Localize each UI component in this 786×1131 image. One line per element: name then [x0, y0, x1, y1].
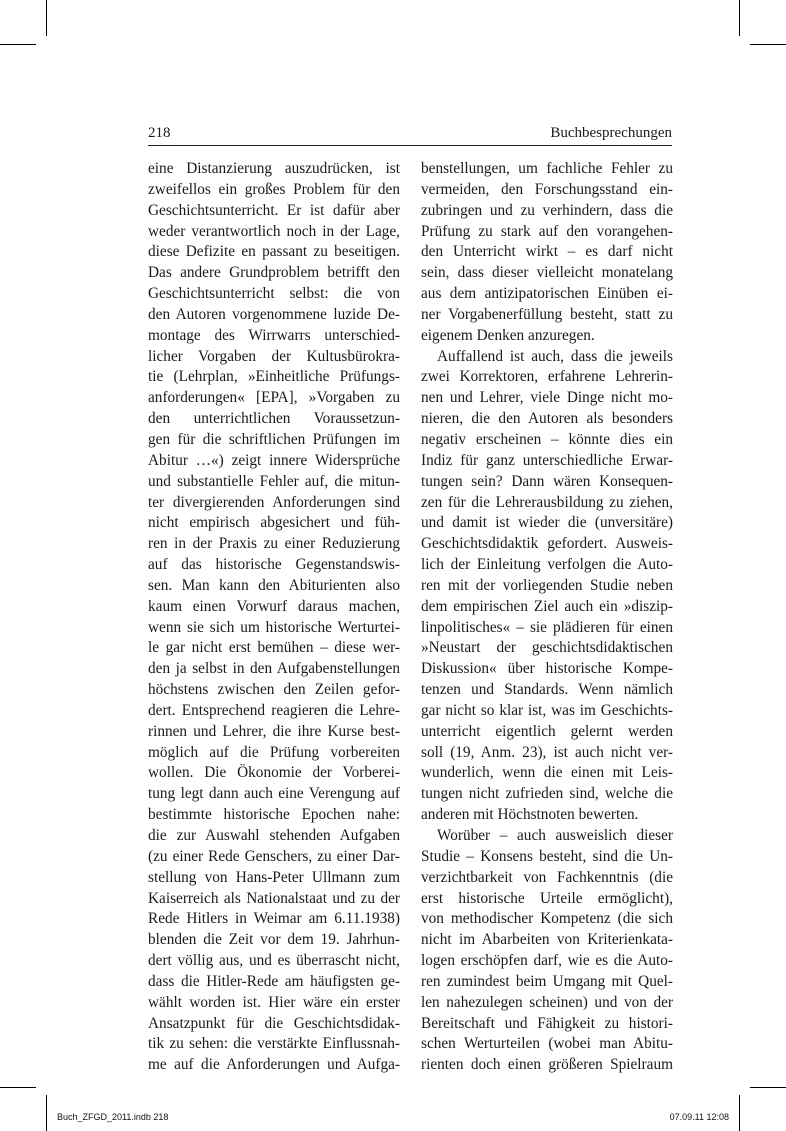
- text-line: rienten doch einen größeren Spielraum: [421, 1056, 673, 1074]
- text-line: montage des Wirrwarrs unterschied-: [148, 326, 400, 344]
- text-line: tungen nicht zufrieden sind, welche die: [421, 785, 673, 803]
- slug-file-info: Buch_ZFGD_2011.indb 218: [57, 1112, 169, 1122]
- crop-mark-top-left: [46, 0, 47, 36]
- text-line: kaum einen Vorwurf daraus machen,: [148, 597, 400, 615]
- text-line: Diskussion« über historische Kompe-: [421, 660, 673, 678]
- print-slug: [0, 1110, 786, 1126]
- text-line: ren mit der vorliegenden Studie neben: [421, 576, 673, 594]
- text-line: und substantielle Fehler auf, die mitun-: [148, 472, 400, 490]
- text-line: tik zu sehen: die verstärkte Einflussnah-: [148, 1035, 400, 1053]
- text-line: stellung von Hans-Peter Ullmann zum: [148, 868, 400, 886]
- text-line: dass die Hitler-Rede am häufigsten ge-: [148, 972, 400, 990]
- text-line: den ja selbst in den Aufgabenstellungen: [148, 660, 400, 678]
- text-line: anderen mit Höchstnoten bewerten.: [421, 806, 639, 824]
- text-line: ter divergierenden Anforderungen sind: [148, 493, 400, 511]
- text-line: Auffallend ist auch, dass die jeweils: [437, 347, 673, 365]
- text-line: linpolitisches« – sie plädieren für einen: [421, 618, 673, 636]
- text-line: rinnen und Lehrer, die ihre Kurse best-: [148, 722, 400, 740]
- text-line: den Unterricht wirkt – es darf nicht: [421, 243, 673, 261]
- text-line: wählt worden ist. Hier wäre ein erster: [148, 993, 400, 1011]
- left-text-column: [148, 159, 400, 1076]
- text-line: benstellungen, um fachliche Fehler zu: [421, 160, 673, 177]
- text-line: licher Vorgaben der Kultusbürokra-: [148, 347, 400, 365]
- text-line: Kaiserreich als Nationalstaat und zu der: [148, 889, 400, 907]
- text-line: len nahezulegen scheinen) und von der: [421, 993, 673, 1011]
- text-line: me auf die Anforderungen und Aufga-: [148, 1056, 400, 1074]
- text-line: ner Vorgabenerfüllung besteht, statt zu: [421, 305, 673, 323]
- text-line: anforderungen« [EPA], »Vorgaben zu: [148, 389, 400, 407]
- crop-mark-bottom-left-h: [0, 1087, 36, 1088]
- text-line: sen. Man kann den Abiturienten also: [148, 576, 400, 594]
- text-line: Bereitschaft und Fähigkeit zu histori-: [421, 1014, 673, 1032]
- text-line: logen erschöpfen darf, wie es die Auto-: [421, 952, 673, 970]
- text-line: gar nicht so klar ist, was im Geschichts-: [421, 701, 673, 719]
- text-line: den unterrichtlichen Voraussetzun-: [148, 410, 400, 428]
- text-line: wollen. Die Ökonomie der Vorberei-: [148, 764, 400, 782]
- text-line: weder verantwortlich noch in der Lage,: [148, 222, 400, 240]
- text-line: Geschichtsunterricht selbst: die von: [148, 285, 400, 303]
- text-line: Das andere Grundproblem betrifft den: [148, 264, 400, 282]
- text-line: vermeiden, den Forschungsstand ein-: [421, 180, 673, 198]
- text-line: Ansatzpunkt für die Geschichtsdidak-: [148, 1014, 400, 1032]
- text-line: dert. Entsprechend reagieren die Lehre-: [148, 701, 400, 719]
- text-line: lich der Einleitung verfolgen die Auto-: [421, 556, 673, 574]
- text-line: Geschichtsunterricht. Er ist dafür aber: [148, 201, 400, 219]
- running-header: [148, 123, 672, 146]
- text-line: Studie – Konsens besteht, sind die Un-: [421, 847, 673, 865]
- text-line: möglich auf die Prüfung vorbereiten: [148, 743, 400, 761]
- slug-timestamp: 07.09.11 12:08: [669, 1112, 729, 1122]
- text-line: aus dem antizipatorischen Einüben ei-: [421, 285, 673, 303]
- crop-mark-top-left-h: [0, 44, 36, 45]
- text-line: eigenem Denken anzuregen.: [421, 326, 595, 344]
- text-line: nieren, die den Autoren als besonders: [421, 410, 673, 428]
- text-line: wenn sie sich um historische Werturtei-: [148, 618, 400, 636]
- text-line: von methodischer Kompetenz (die sich: [421, 910, 673, 928]
- text-line: dem empirischen Ziel auch ein »diszip-: [421, 597, 673, 615]
- text-line: zwei Korrektoren, erfahrene Lehrerin-: [421, 368, 673, 386]
- text-line: bestimmte historische Epochen nahe:: [148, 806, 400, 824]
- text-line: gen für die schriftlichen Prüfungen im: [148, 430, 400, 448]
- text-line: nen und Lehrer, viele Dinge nicht mo-: [421, 389, 673, 407]
- crop-mark-bottom-right-h: [750, 1087, 786, 1088]
- text-line: zen für die Lehrerausbildung zu ziehen,: [421, 493, 673, 511]
- text-line: (zu einer Rede Genschers, zu einer Dar-: [148, 847, 400, 865]
- running-title: Buchbesprechungen: [550, 125, 672, 141]
- text-line: den Autoren vorgenommene luzide De-: [148, 305, 400, 323]
- text-line: ren in der Praxis zu einer Reduzierung: [148, 535, 400, 553]
- text-line: dert völlig aus, und es überrascht nicht,: [148, 952, 400, 970]
- text-line: eine Distanzierung auszudrücken, ist: [148, 160, 400, 177]
- text-line: Prüfung zu stark auf den vorangehen-: [421, 222, 673, 240]
- crop-mark-top-right-h: [750, 44, 786, 45]
- text-line: »Neustart der geschichtsdidaktischen: [421, 639, 673, 657]
- text-line: negativ erscheinen – könnte dies ein: [421, 430, 673, 448]
- text-line: tenzen und Standards. Wenn nämlich: [421, 681, 673, 699]
- page-number: 218: [148, 125, 171, 141]
- text-line: soll (19, Anm. 23), ist auch nicht ver-: [421, 743, 673, 761]
- text-line: Worüber – auch ausweislich dieser: [437, 827, 673, 844]
- text-line: Indiz für ganz unterschiedliche Erwar-: [421, 451, 673, 469]
- text-line: Rede Hitlers in Weimar am 6.11.1938): [148, 910, 400, 928]
- text-line: zubringen und zu verhindern, dass die: [421, 201, 673, 219]
- text-line: Geschichtsdidaktik gefordert. Ausweis-: [421, 535, 673, 553]
- text-line: le gar nicht erst bemühen – diese wer-: [148, 639, 400, 657]
- text-line: blenden die Zeit vor dem 19. Jahrhun-: [148, 931, 400, 949]
- text-line: wunderlich, wenn die einen mit Leis-: [421, 764, 673, 782]
- text-line: und damit ist wieder die (unversitäre): [421, 514, 673, 532]
- text-line: auf das historische Gegenstandswis-: [148, 556, 400, 574]
- text-line: ren zumindest beim Umgang mit Quel-: [421, 972, 673, 990]
- text-line: erst historische Urteile ermöglicht),: [421, 889, 673, 907]
- text-line: unterricht eigentlich gelernt werden: [421, 722, 673, 740]
- text-line: verzichtbarkeit von Fachkenntnis (die: [421, 868, 673, 886]
- text-line: Abitur …«) zeigt innere Widersprüche: [148, 451, 400, 469]
- text-line: tie (Lehrplan, »Einheitliche Prüfungs-: [148, 368, 400, 386]
- text-line: tungen sein? Dann wären Konsequen-: [421, 472, 673, 490]
- text-line: die zur Auswahl stehenden Aufgaben: [148, 827, 400, 844]
- text-line: zweifellos ein großes Problem für den: [148, 180, 400, 198]
- text-line: nicht im Abarbeiten von Kriterienkata-: [421, 931, 673, 949]
- text-line: tung legt dann auch eine Verengung auf: [148, 785, 400, 803]
- right-text-column: [421, 159, 673, 1076]
- text-line: höchstens zwischen den Zeilen gefor-: [148, 681, 400, 699]
- text-line: diese Defizite en passant zu beseitigen.: [148, 243, 400, 261]
- crop-mark-top-right: [739, 0, 740, 36]
- text-line: sein, dass dieser vielleicht monatelang: [421, 264, 673, 282]
- text-line: nicht empirisch abgesichert und füh-: [148, 514, 400, 532]
- text-line: schen Werturteilen (wobei man Abitu-: [421, 1035, 673, 1053]
